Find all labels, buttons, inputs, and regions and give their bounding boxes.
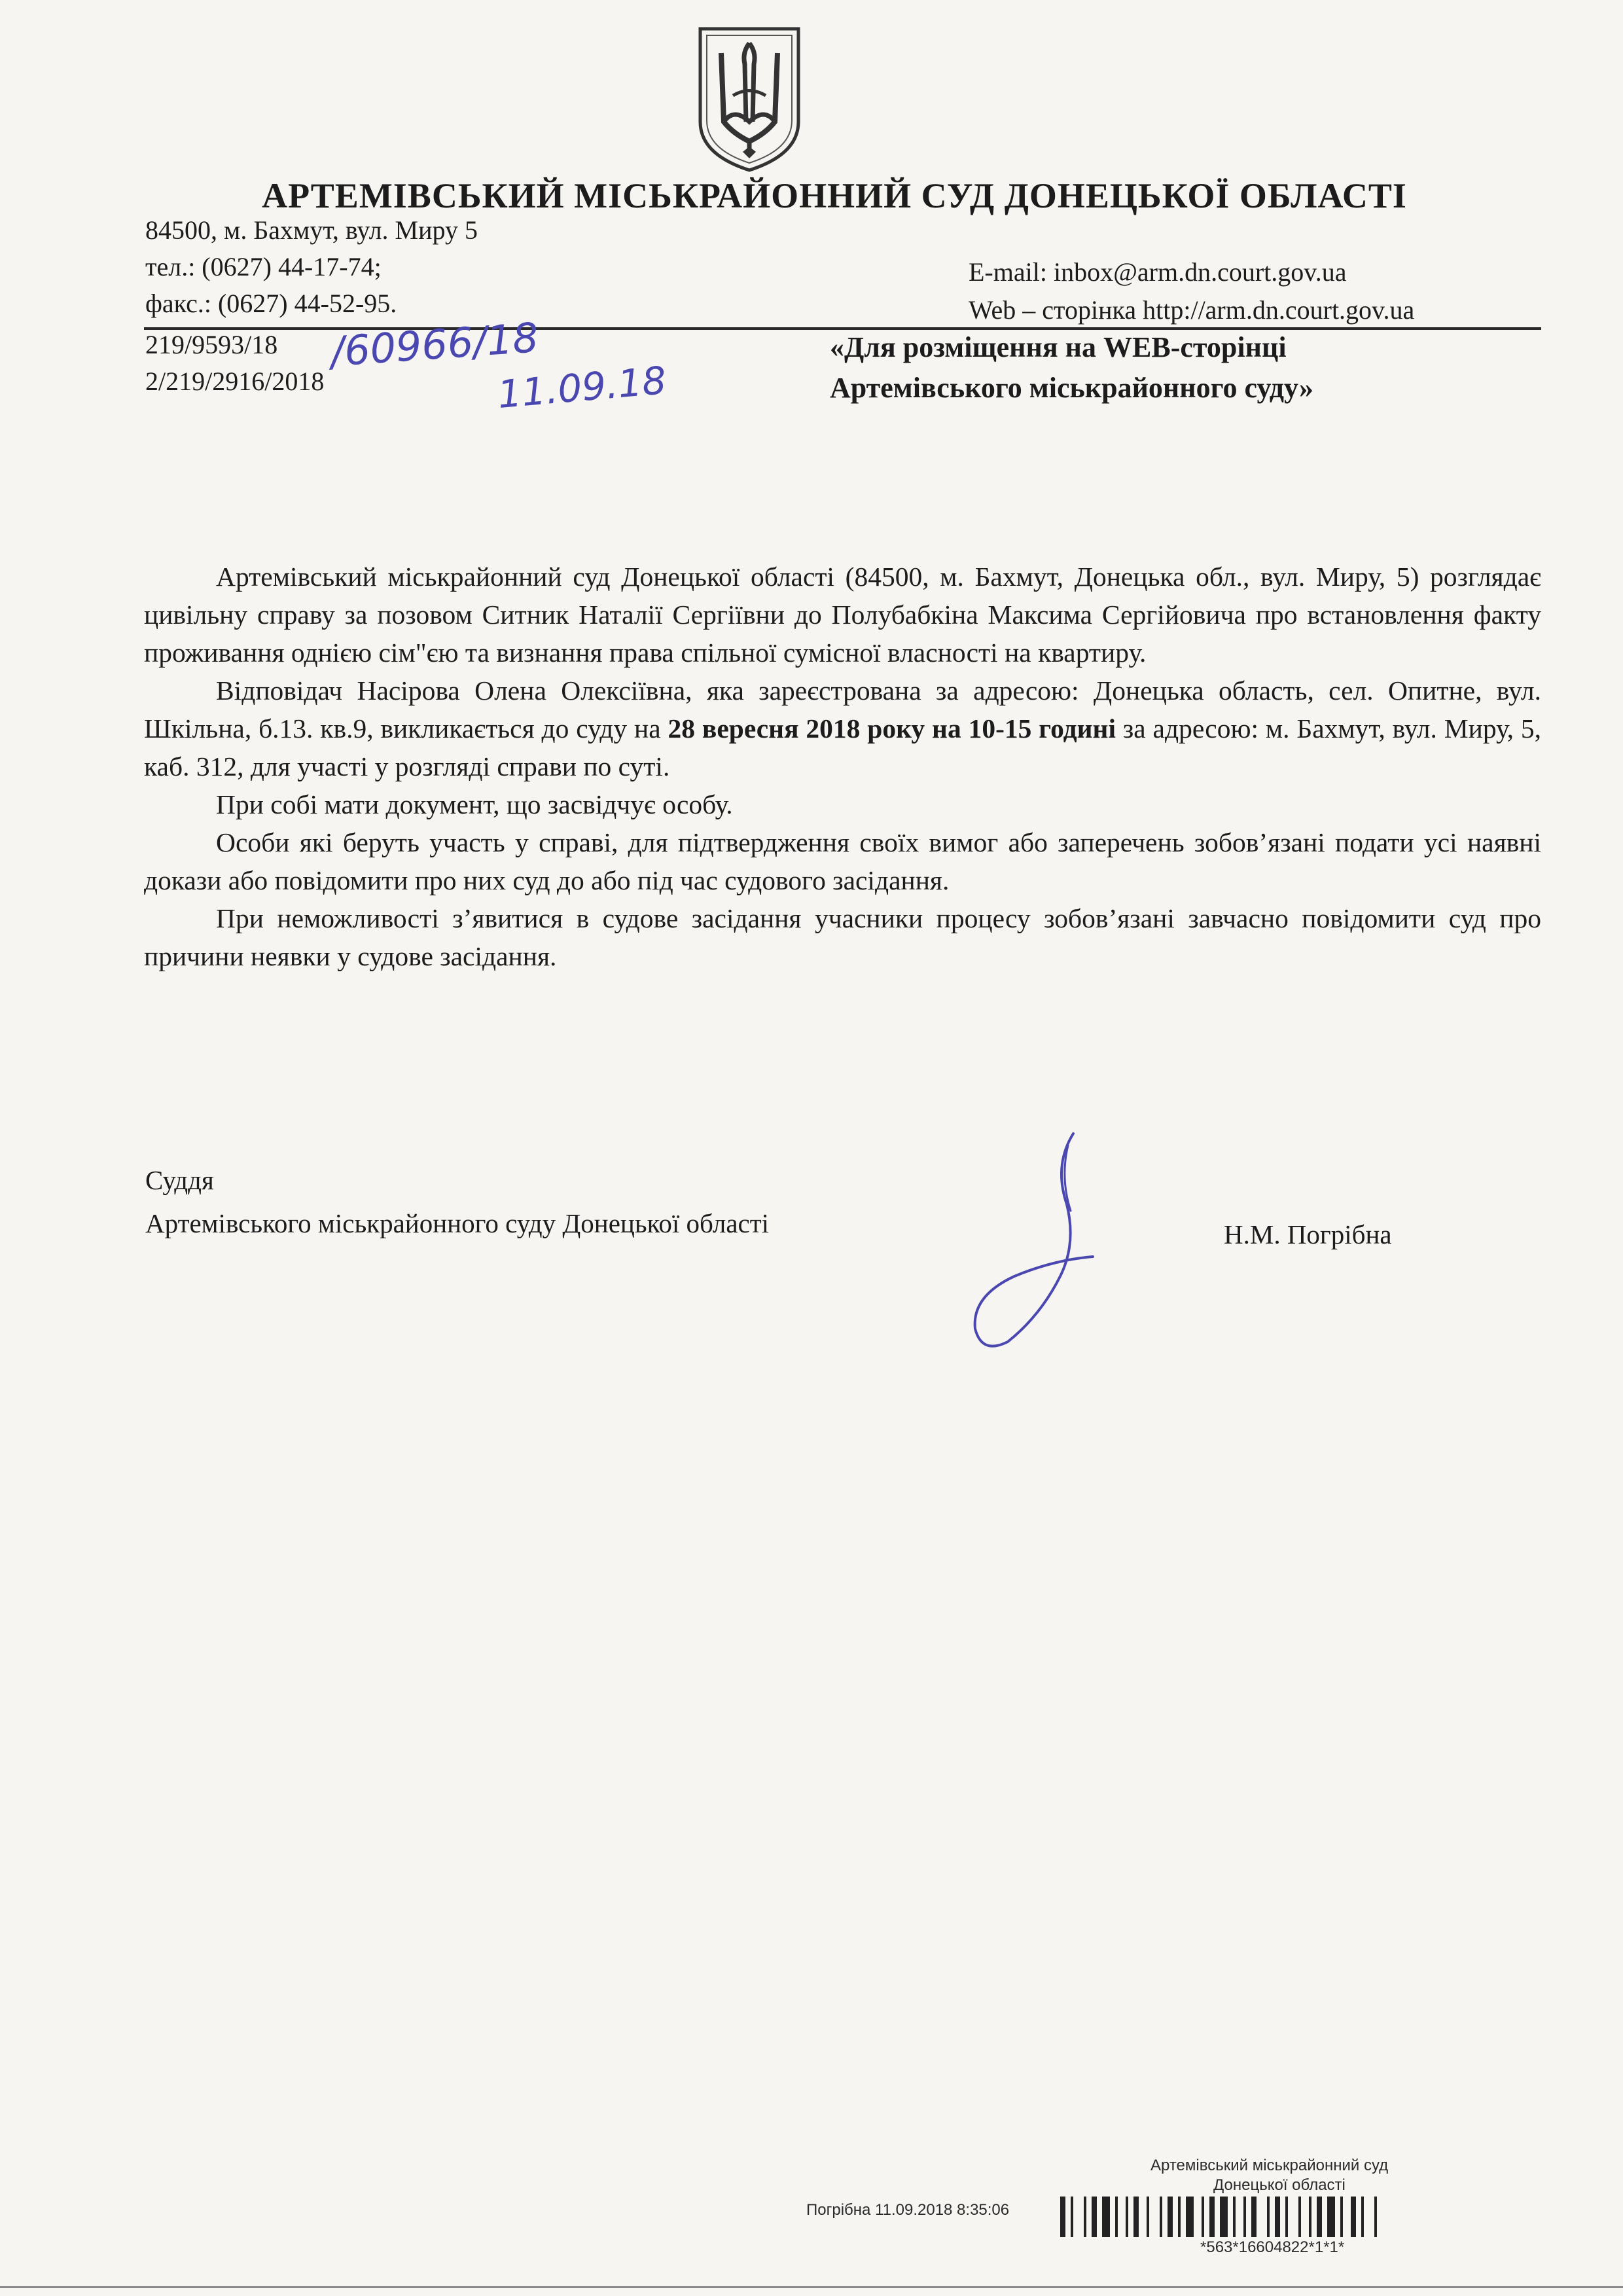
court-fax: факс.: (0627) 44-52-95. xyxy=(145,289,397,318)
court-phone: тел.: (0627) 44-17-74; xyxy=(145,252,382,281)
court-website: Web – сторінка http://arm.dn.court.gov.ua xyxy=(969,295,1415,325)
handwritten-registration-number: /60966/18 xyxy=(329,314,541,376)
footer-court-region: Донецької області xyxy=(1213,2176,1346,2194)
page-bottom-edge xyxy=(0,2286,1623,2288)
publication-note xyxy=(830,327,1313,408)
signatory-title: Суддя xyxy=(145,1165,214,1195)
notice-paragraph-2-start: Відповідач Насірова Олена Олексіївна, яка зареєстрована за адресою: Донецька область, сел. Опитне, вул. Шкільна, б.13. кв.9, викликається до суду на xyxy=(144,675,1541,744)
publication-note-line2: Артемівського міськрайонного суду» xyxy=(830,372,1314,404)
case-number: 219/9593/18 xyxy=(145,330,278,359)
notice-paragraph-5: При неможливості з’явитися в судове засідання учасники процесу зобов’язані завчасно повідомити суд про причини неявки у судове засідання. xyxy=(144,903,1541,971)
notice-body xyxy=(144,558,1541,975)
notice-paragraph-2 xyxy=(144,672,1541,785)
barcode-number: *563*16604822*1*1* xyxy=(1200,2238,1345,2256)
document-barcode xyxy=(1060,2197,1531,2237)
notice-paragraph-3: При собі мати документ, що засвідчує особу. xyxy=(216,789,733,819)
notice-paragraph-1: Артемівський міськрайонний суд Донецької області (84500, м. Бахмут, Донецька обл., вул. Миру, 5) розглядає цивільну справу за позовом Ситник Наталії Сергіївни до Полубабкіна Максима Сергійовича про встановлення факту проживання однією сім"єю та визнання права спільної сумісної власності на квартиру. xyxy=(144,562,1541,668)
handwritten-date: 11.09.18 xyxy=(495,357,668,418)
notice-paragraph-4: Особи які беруть участь у справі, для підтвердження своїх вимог або заперечень зобов’язані подати усі наявні докази або повідомити про них суд до або під час судового засідання. xyxy=(144,827,1541,895)
publication-note-line1: «Для розміщення на WEB-сторінці xyxy=(830,331,1287,363)
footer-timestamp: Погрібна 11.09.2018 8:35:06 xyxy=(806,2201,1010,2219)
signatory-court: Артемівського міськрайонного суду Донецької області xyxy=(145,1208,770,1238)
judge-signature xyxy=(955,1126,1126,1361)
proceeding-number: 2/219/2916/2018 xyxy=(145,367,325,396)
footer-court-name: Артемівський міськрайонний суд xyxy=(1150,2157,1389,2174)
court-name-heading: АРТЕМІВСЬКИЙ МІСЬКРАЙОННИЙ СУД ДОНЕЦЬКОЇ ОБЛАСТІ xyxy=(262,176,1407,215)
court-email: E-mail: inbox@arm.dn.court.gov.ua xyxy=(969,257,1347,287)
hearing-date-time: 28 вересня 2018 року на 10-15 годині xyxy=(668,713,1116,744)
judge-name: Н.М. Погрібна xyxy=(1224,1219,1392,1249)
coat-of-arms-icon xyxy=(694,24,805,174)
notice-paragraph-2-end: за адресою: м. Бахмут, вул. Миру, 5, каб. 312, для участі у розгляді справи по суті. xyxy=(144,713,1542,781)
court-address: 84500, м. Бахмут, вул. Миру 5 xyxy=(145,215,478,245)
